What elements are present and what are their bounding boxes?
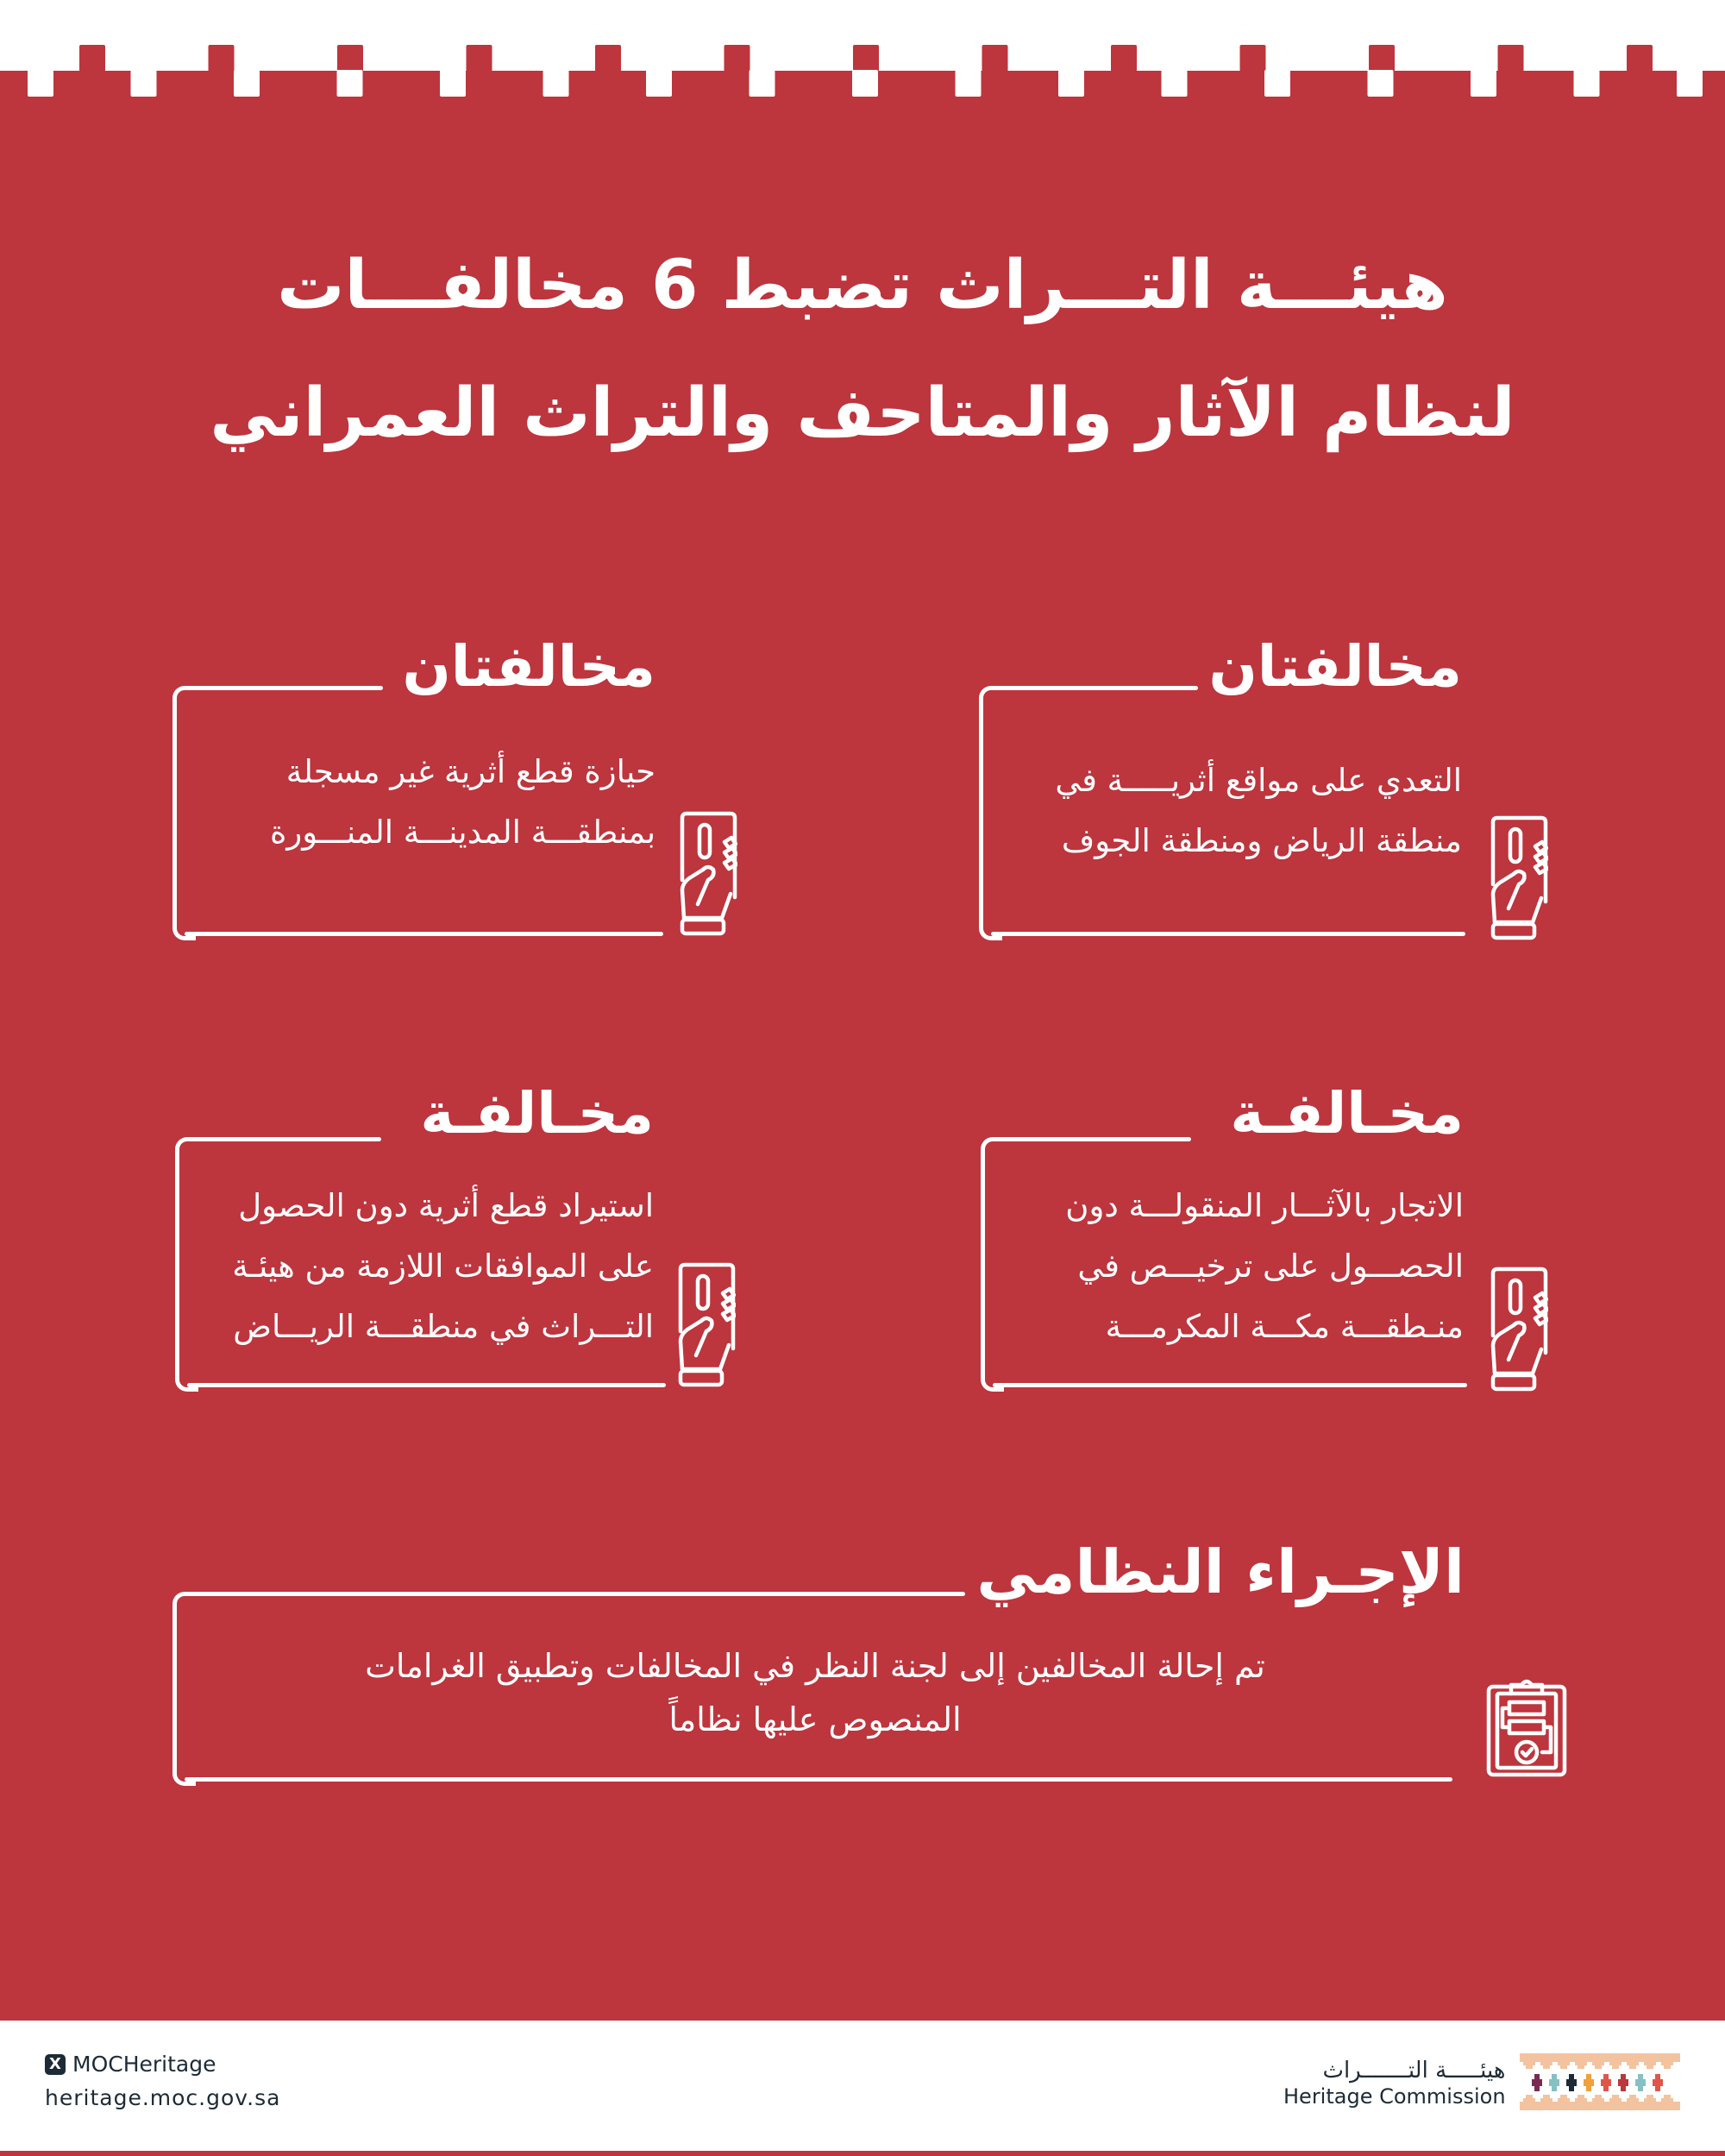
frame-top-line [991,686,1198,690]
procedure-line: المنصوص عليها نظاماً [668,1700,962,1738]
frame-bottom-line [991,932,1465,936]
frame-corner [172,917,196,940]
logo-english: Heritage Commission [1283,2084,1506,2109]
logo-arabic: هيئـــــة التـــــــراث [1322,2058,1506,2084]
heritage-commission-logo [1283,2053,1680,2114]
frame-top-line [185,1592,965,1596]
frame-left-line [175,1149,179,1379]
frame-bottom-line [185,932,663,936]
card-description [1065,1176,1464,1357]
card-line: منـطقـــة مكـــة المكرمـــة [1105,1308,1464,1345]
hand-phone-alert-icon [677,811,737,944]
card-line: الحصـــول على ترخيـــص في [1077,1248,1464,1285]
frame-corner [981,1368,1004,1392]
violation-card-import [175,1080,775,1392]
card-description [1055,751,1462,871]
card-line: استيراد قطع أثرية دون الحصول [238,1187,654,1224]
card-title: مخـالفـة [1230,1080,1464,1147]
frame-left-line [172,1604,177,1773]
clipboard-process-icon [1485,1678,1568,1782]
heritage-pattern-icon [1520,2053,1680,2114]
card-title: مخالفتان [1208,633,1462,700]
card-line: بمنطقـــة المدينـــة المنـــورة [270,814,656,851]
crenellation-border [0,45,1725,98]
frame-corner [172,1763,196,1786]
violation-card-riyadh-jouf [979,633,1578,940]
legal-procedure-card [172,1537,1587,1786]
card-title: الإجـراء النظامي [976,1537,1465,1607]
frame-left-line [172,698,177,927]
hand-phone-alert-icon [1488,815,1548,948]
frame-bottom-line [993,1383,1467,1387]
violation-card-makkah [981,1080,1580,1392]
hand-phone-alert-icon [675,1262,736,1395]
card-description [270,742,656,863]
card-title: مخـالفـة [420,1080,654,1147]
card-line: الاتجار بالآثـــار المنقولـــة دون [1065,1187,1464,1224]
frame-left-line [979,698,983,927]
page-title-line-2: لنظام الآثار والمتاحف والتراث العمراني [210,374,1515,452]
hand-phone-alert-icon [1488,1267,1548,1399]
frame-corner [175,1368,198,1392]
frame-top-line [185,686,383,690]
frame-top-line [993,1137,1191,1141]
frame-corner [979,917,1002,940]
card-description [232,1176,654,1357]
social-handle[interactable]: MOCHeritage [72,2052,216,2077]
footer-contact [45,2052,280,2110]
page-title-line-1: هيئـــة التـــراث تضبط 6 مخالفـــات [277,247,1448,324]
procedure-line: تم إحالة المخالفين إلى لجنة النظر في المخالفات وتطبيق الغرامات [365,1647,1265,1685]
website-link[interactable]: heritage.moc.gov.sa [45,2085,281,2110]
frame-bottom-line [185,1777,1452,1782]
card-line: منطقة الرياض ومنطقة الجوف [1061,822,1462,859]
x-icon[interactable]: X [45,2054,66,2075]
card-line: التعدي على مواقع أثريـــــة في [1055,762,1462,799]
frame-bottom-line [187,1383,666,1387]
violation-card-madinah [172,633,772,940]
frame-left-line [981,1149,985,1379]
card-line: حيازة قطع أثرية غير مسجلة [285,753,656,790]
frame-top-line [187,1137,381,1141]
bottom-red-strip [0,2151,1725,2156]
card-title: مخالفتان [402,633,656,700]
card-line: التـــراث في منطقـــة الريـــاض [233,1308,654,1345]
card-line: على الموافقات اللازمة من هيئـة [232,1248,654,1285]
logo-text [1283,2058,1506,2109]
procedure-description [345,1639,1285,1746]
